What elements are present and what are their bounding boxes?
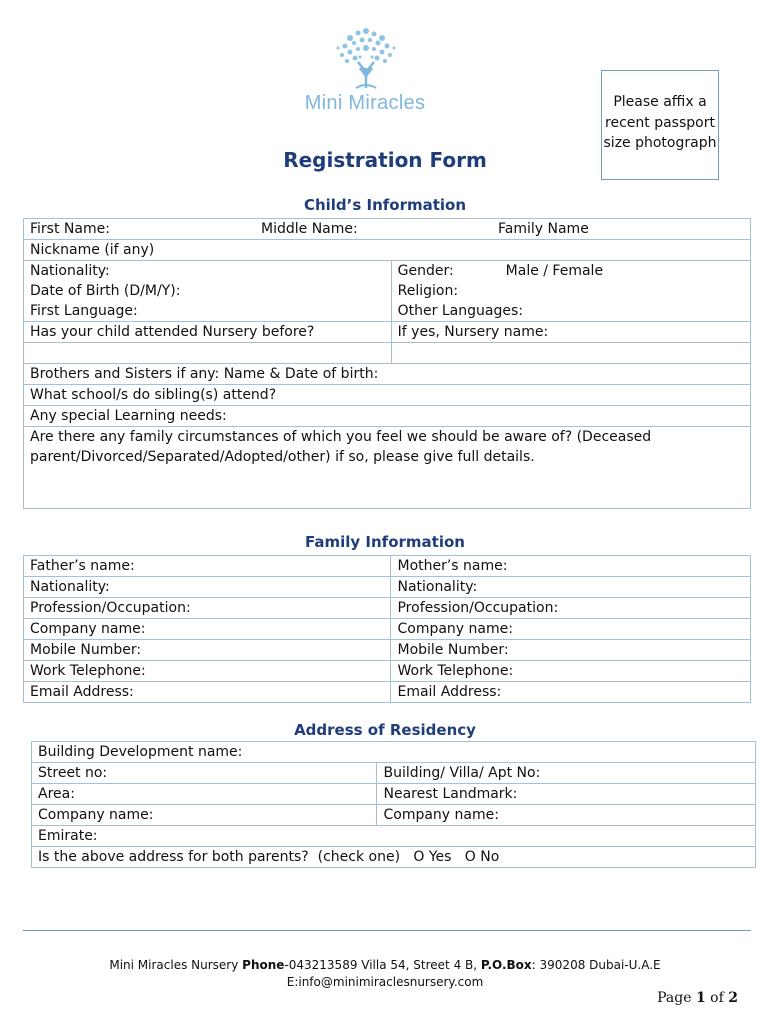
table-row bbox=[24, 261, 751, 282]
family-circumstances-field[interactable] bbox=[24, 427, 751, 509]
mother-profession-label: Profession/Occupation: bbox=[397, 600, 559, 616]
sibling-school-field[interactable] bbox=[24, 385, 751, 406]
page-current: 1 bbox=[695, 990, 706, 1006]
address-company-right-label: Company name: bbox=[383, 807, 499, 823]
nationality-label: Nationality: bbox=[30, 263, 110, 279]
table-row bbox=[24, 598, 751, 619]
siblings-field[interactable] bbox=[24, 364, 751, 385]
father-mobile-field[interactable] bbox=[24, 640, 391, 661]
first-language-label: First Language: bbox=[30, 303, 138, 319]
father-nationality-field[interactable] bbox=[24, 577, 391, 598]
mini-miracles-logo bbox=[300, 28, 430, 123]
family-info-heading: Family Information bbox=[305, 533, 465, 551]
footer-email-value[interactable]: :info@minimiraclesnursery.com bbox=[294, 975, 484, 989]
footer-line-1 bbox=[0, 958, 770, 972]
table-row bbox=[24, 427, 751, 509]
sibling-school-label: What school/s do sibling(s) attend? bbox=[30, 387, 277, 403]
father-profession-field[interactable] bbox=[24, 598, 391, 619]
landmark-field[interactable] bbox=[377, 784, 756, 805]
nickname-field[interactable] bbox=[24, 240, 751, 261]
area-label: Area: bbox=[38, 786, 75, 802]
mother-email-label: Email Address: bbox=[397, 684, 502, 700]
table-row bbox=[32, 763, 756, 784]
learning-needs-field[interactable] bbox=[24, 406, 751, 427]
name-row bbox=[30, 219, 744, 239]
page-prefix: Page bbox=[657, 990, 696, 1006]
table-row bbox=[24, 682, 751, 703]
table-row bbox=[24, 661, 751, 682]
mother-name-field[interactable] bbox=[391, 556, 751, 577]
footer-nursery-name: Mini Miracles Nursery bbox=[109, 958, 243, 972]
address-company-left-label: Company name: bbox=[38, 807, 154, 823]
name-row-cell[interactable] bbox=[24, 219, 751, 240]
nationality-field[interactable] bbox=[24, 261, 392, 282]
table-row bbox=[32, 847, 756, 868]
table-row bbox=[24, 322, 751, 343]
table-row bbox=[24, 301, 751, 322]
table-row bbox=[24, 556, 751, 577]
attended-nursery-field[interactable] bbox=[24, 322, 392, 343]
father-nationality-label: Nationality: bbox=[30, 579, 110, 595]
footer-phone-label: Phone bbox=[242, 958, 285, 972]
mother-name-label: Mother’s name: bbox=[397, 558, 508, 574]
father-profession-label: Profession/Occupation: bbox=[30, 600, 191, 616]
landmark-label: Nearest Landmark: bbox=[383, 786, 518, 802]
dob-field[interactable] bbox=[24, 281, 392, 301]
family-circumstances-label: Are there any family circumstances of which you feel we should be aware of? (Deceased parent/Divorced/Separated/Adopted/other) if so, please give full details. bbox=[30, 429, 652, 465]
street-label: Street no: bbox=[38, 765, 108, 781]
father-email-field[interactable] bbox=[24, 682, 391, 703]
child-info-heading: Child’s Information bbox=[303, 196, 467, 214]
building-label: Building Development name: bbox=[38, 744, 243, 760]
child-info-table bbox=[23, 218, 751, 509]
table-row bbox=[32, 805, 756, 826]
footer-phone-address: -043213589 Villa 54, Street 4 B, bbox=[284, 958, 481, 972]
father-company-field[interactable] bbox=[24, 619, 391, 640]
tree-logo-icon bbox=[300, 28, 430, 92]
villa-field[interactable] bbox=[377, 763, 756, 784]
address-company-left-field[interactable] bbox=[32, 805, 377, 826]
footer-pobox-value: : 390208 Dubai-U.A.E bbox=[531, 958, 661, 972]
table-row bbox=[24, 577, 751, 598]
religion-label: Religion: bbox=[397, 283, 459, 299]
learning-needs-label: Any special Learning needs: bbox=[30, 408, 227, 424]
page-number bbox=[657, 990, 738, 1006]
area-field[interactable] bbox=[32, 784, 377, 805]
mother-email-field[interactable] bbox=[391, 682, 751, 703]
gender-options: Male / Female bbox=[505, 263, 604, 279]
footer-divider bbox=[23, 930, 751, 931]
mother-company-field[interactable] bbox=[391, 619, 751, 640]
table-row bbox=[32, 784, 756, 805]
attended-nursery-label: Has your child attended Nursery before? bbox=[30, 324, 315, 340]
page-total: 2 bbox=[728, 990, 738, 1006]
table-row bbox=[24, 281, 751, 301]
middle-name-label: Middle Name: bbox=[261, 221, 358, 237]
table-row bbox=[24, 240, 751, 261]
religion-field[interactable] bbox=[391, 281, 750, 301]
footer-line-2 bbox=[0, 975, 770, 989]
table-row bbox=[24, 640, 751, 661]
street-field[interactable] bbox=[32, 763, 377, 784]
villa-label: Building/ Villa/ Apt No: bbox=[383, 765, 541, 781]
page-of: of bbox=[705, 990, 729, 1006]
address-heading: Address of Residency bbox=[294, 721, 476, 739]
table-row bbox=[24, 219, 751, 240]
mother-nationality-label: Nationality: bbox=[397, 579, 478, 595]
father-work-phone-label: Work Telephone: bbox=[30, 663, 146, 679]
blank-left-field[interactable] bbox=[24, 343, 392, 364]
nickname-label: Nickname (if any) bbox=[30, 242, 155, 258]
father-name-label: Father’s name: bbox=[30, 558, 135, 574]
other-languages-field[interactable] bbox=[391, 301, 750, 322]
address-table bbox=[31, 741, 756, 868]
first-language-field[interactable] bbox=[24, 301, 392, 322]
both-parents-field[interactable] bbox=[32, 847, 756, 868]
table-row bbox=[24, 343, 751, 364]
dob-label: Date of Birth (D/M/Y): bbox=[30, 283, 181, 299]
nursery-name-label: If yes, Nursery name: bbox=[397, 324, 549, 340]
mother-mobile-label: Mobile Number: bbox=[397, 642, 509, 658]
building-field[interactable] bbox=[32, 742, 756, 763]
first-name-label: First Name: bbox=[30, 221, 110, 237]
nursery-name-field[interactable] bbox=[391, 322, 750, 343]
table-row bbox=[32, 826, 756, 847]
both-parents-label: Is the above address for both parents? (check one) O Yes O No bbox=[38, 849, 500, 865]
logo-text: Mini Miracles bbox=[304, 92, 426, 114]
passport-photo-box bbox=[601, 70, 719, 180]
mother-company-label: Company name: bbox=[397, 621, 513, 637]
father-email-label: Email Address: bbox=[30, 684, 134, 700]
form-title: Registration Form bbox=[283, 148, 487, 172]
father-work-phone-field[interactable] bbox=[24, 661, 391, 682]
mother-mobile-field[interactable] bbox=[391, 640, 751, 661]
other-languages-label: Other Languages: bbox=[397, 303, 523, 319]
table-row bbox=[24, 406, 751, 427]
address-company-right-field[interactable] bbox=[377, 805, 756, 826]
mother-work-phone-label: Work Telephone: bbox=[397, 663, 514, 679]
mother-nationality-field[interactable] bbox=[391, 577, 751, 598]
family-info-table bbox=[23, 555, 751, 703]
father-name-field[interactable] bbox=[24, 556, 391, 577]
table-row bbox=[24, 385, 751, 406]
photo-box-text: Please affix a recent passport size photograph bbox=[603, 94, 717, 151]
father-company-label: Company name: bbox=[30, 621, 146, 637]
table-row bbox=[24, 619, 751, 640]
emirate-label: Emirate: bbox=[38, 828, 98, 844]
footer-email-label: E bbox=[286, 975, 295, 989]
siblings-label: Brothers and Sisters if any: Name & Date of birth: bbox=[30, 366, 379, 382]
footer-pobox-label: P.O.Box bbox=[480, 958, 532, 972]
family-name-label: Family Name bbox=[498, 221, 589, 237]
table-row bbox=[24, 364, 751, 385]
gender-label: Gender: bbox=[397, 263, 454, 279]
blank-right-field[interactable] bbox=[391, 343, 750, 364]
mother-work-phone-field[interactable] bbox=[391, 661, 751, 682]
father-mobile-label: Mobile Number: bbox=[30, 642, 142, 658]
table-row bbox=[32, 742, 756, 763]
emirate-field[interactable] bbox=[32, 826, 756, 847]
mother-profession-field[interactable] bbox=[391, 598, 751, 619]
gender-field[interactable] bbox=[391, 261, 750, 282]
